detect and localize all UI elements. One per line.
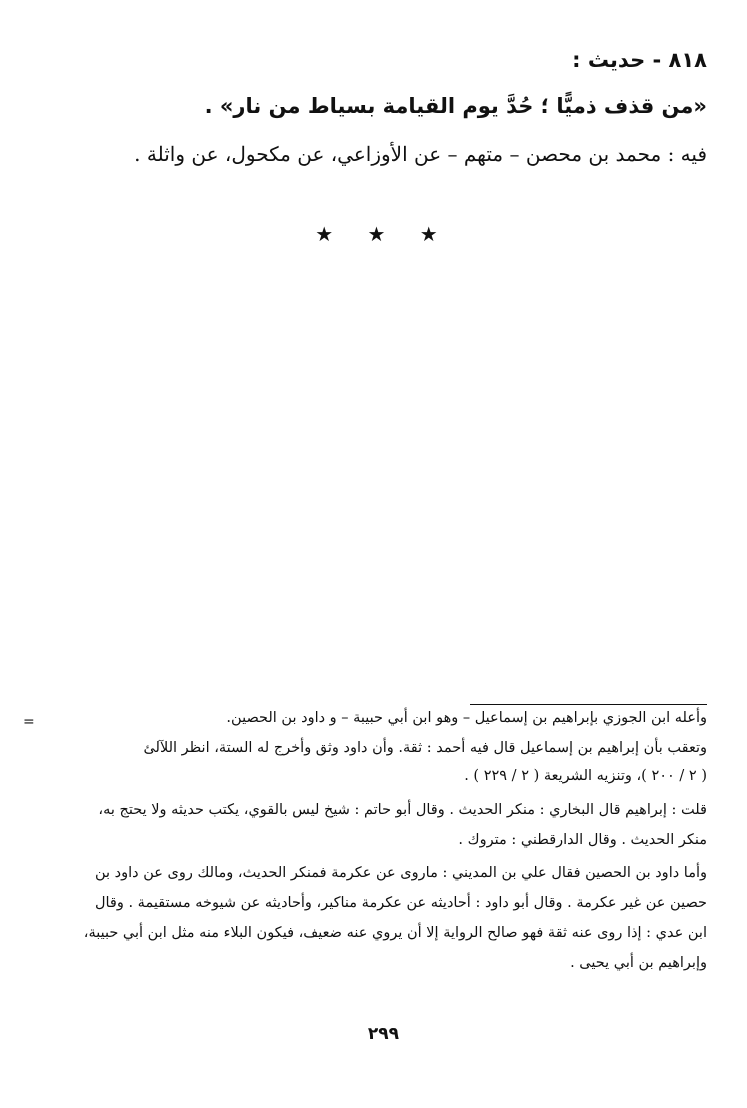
hadith-text: «من قذف ذميًّا ؛ حُدَّ يوم القيامة بسياط من نار» . [204, 94, 707, 118]
footnote-line: ابن عدي : إذا روى عنه ثقة فهو صالح الرواية إلا أن يروي عنه ضعيف، فيكون البلاء منه مثل ابن أبي حبيبة، [83, 925, 707, 941]
hadith-isnad: فيه : محمد بن محصن – متهم – عن الأوزاعي، عن مكحول، عن واثلة . [134, 142, 707, 166]
footnote-line: حصين عن غير عكرمة . وقال أبو داود : أحاديثه عن عكرمة مناكير، وأحاديثه عن شيوخه مستقيمة . وقال [94, 895, 707, 911]
hadith-heading: ٨١٨ - حديث : [572, 48, 707, 72]
footnote-line: منكر الحديث . وقال الدارقطني : متروك . [458, 832, 707, 848]
section-separator-stars: ★ ★ ★ [315, 222, 452, 246]
footnote-rule [470, 704, 707, 705]
footnote-line: قلت : إبراهيم قال البخاري : منكر الحديث . وقال أبو حاتم : شيخ ليس بالقوي، يكتب حديثه ولا يحتج به، [98, 802, 707, 818]
footnote-continuation-marker: = [23, 714, 35, 730]
footnote-line: وأعله ابن الجوزي بإبراهيم بن إسماعيل – وهو ابن أبي حبيبة – و داود بن الحصين. [226, 710, 707, 726]
page-number: ٢٩٩ [367, 1024, 400, 1044]
footnote-line: ( ٢ / ٢٠٠ )، وتنزيه الشريعة ( ٢ / ٢٢٩ ) . [464, 768, 707, 784]
footnote-line: وأما داود بن الحصين فقال علي بن المديني : ماروى عن عكرمة فمنكر الحديث، ومالك روى عن داود بن [94, 865, 707, 881]
footnote-line: وتعقب بأن إبراهيم بن إسماعيل قال فيه أحمد : ثقة. وأن داود وثق وأخرج له الستة، انظر اللآلئ [143, 740, 707, 756]
footnote-line: وإبراهيم بن أبي يحيى . [570, 955, 707, 971]
